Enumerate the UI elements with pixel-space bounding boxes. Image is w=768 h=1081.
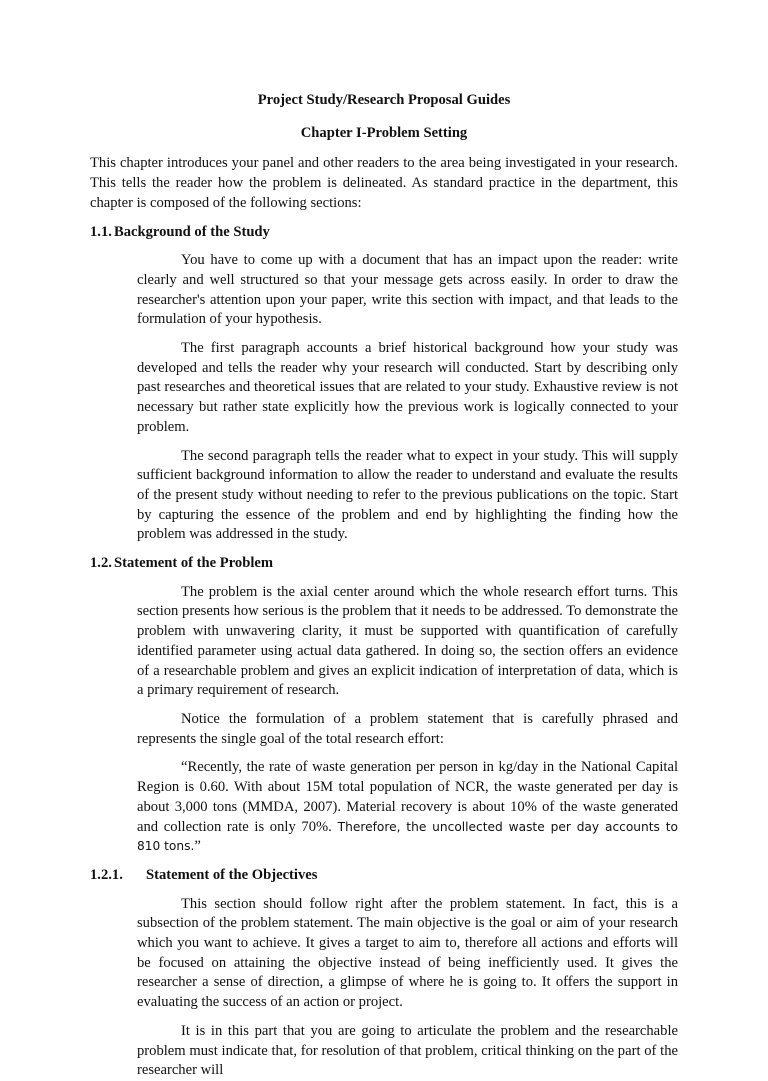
- background-paragraph-2: The first paragraph accounts a brief historical background how your study was developed and tells the reader why your research will conducted. Start by describing only past researches and theoretical issues that are related to your study. Exhaustive review is not necessary but rather state explicitly how the previous work is logically connected to your problem.: [137, 340, 678, 435]
- section-heading-problem: [90, 554, 678, 574]
- problem-statement-quote: [137, 758, 678, 857]
- problem-paragraph-1: The problem is the axial center around which the whole research effort turns. This section presents how serious is the problem that it needs to be addressed. To demonstrate the problem with unwavering clarity, it must be supported with quantification of carefully identified parameter using actual data gathered. In doing so, the section offers an evidence of a researchable problem and gives an explicit indication of interpretation of data, which is a primary requirement of research.: [137, 583, 678, 699]
- quote-text-sans: Therefore, the uncollected waste per day accounts to 810 tons.: [137, 819, 678, 854]
- objectives-paragraph-2: It is in this part that you are going to articulate the problem and the researchable problem must indicate that, for resolution of that problem, critical thinking on the part of the researcher will: [137, 1022, 678, 1079]
- document-title: Project Study/Research Proposal Guides: [257, 92, 511, 108]
- background-paragraph-3: The second paragraph tells the reader what to expect in your study. This will supply sufficient background information to allow the reader to understand and evaluate the results of the present study without needing to refer to the previous publications on the topic. Start by capturing the essence of the problem and end by highlighting the finding how the problem was addressed in the study.: [137, 447, 678, 543]
- section-number: 1.1.: [90, 223, 112, 240]
- objectives-paragraph-1: This section should follow right after the problem statement. In fact, this is a subsection of the problem statement. The main objective is the goal or aim of your research which you want to achieve. It gives a target to aim to, therefore all actions and efforts will be focused on attaining the objective instead of being inefficiently used. It gives the researcher a sense of direction, a glimpse of where he is going to. It offers the support in evaluating the success of an action or project.: [137, 895, 678, 1011]
- quote-close: ”: [194, 838, 201, 855]
- section-title: Background of the Study: [114, 223, 270, 240]
- quote-text: “Recently, the rate of waste generation per person in kg/day in the National Capital Region is 0.60. With about 15M total population of NCR, the waste generated per day is about 3,000 tons (MMDA, 2007). Material recovery is about 10% of the waste generated and collection rate is only 70%.: [137, 759, 678, 835]
- section-number: 1.2.1.: [90, 866, 123, 883]
- background-paragraph-1: You have to come up with a document that has an impact upon the reader: write clearly and well structured so that your message gets across easily. In order to draw the researcher's attention upon your paper, write this section with impact, and that leads to the formulation of your hypothesis.: [137, 252, 678, 328]
- section-heading-background: [90, 223, 678, 243]
- section-heading-objectives: [90, 866, 678, 886]
- intro-paragraph: This chapter introduces your panel and other readers to the area being investigated in your research. This tells the reader how the problem is delineated. As standard practice in the department, this chapter is composed of the following sections:: [90, 155, 678, 211]
- section-title: Statement of the Problem: [114, 555, 274, 572]
- chapter-title: Chapter I-Problem Setting: [300, 124, 468, 141]
- section-title: Statement of the Objectives: [146, 866, 318, 883]
- section-number: 1.2.: [90, 555, 112, 572]
- problem-paragraph-2: Notice the formulation of a problem statement that is carefully phrased and represents the single goal of the total research effort:: [137, 710, 678, 747]
